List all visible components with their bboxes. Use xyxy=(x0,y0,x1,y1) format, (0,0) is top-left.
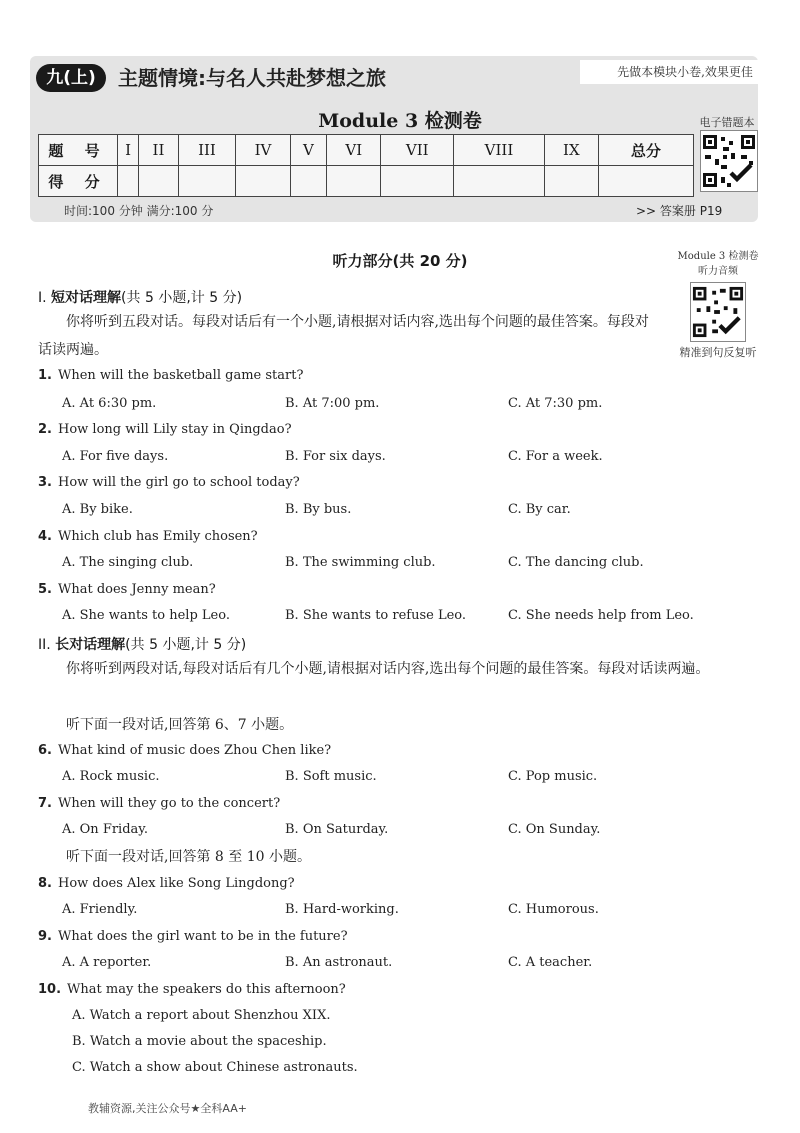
question-2 xyxy=(38,422,292,437)
col-5: V xyxy=(290,135,326,166)
score-cell xyxy=(178,166,236,197)
ebook-label: 电子错题本 xyxy=(699,116,755,129)
question-number: 2. xyxy=(38,422,52,437)
q7-option-b: B. On Saturday. xyxy=(285,822,389,837)
part1-heading xyxy=(38,287,242,307)
part2-instruction: 你将听到两段对话,每段对话后有几个小题,请根据对话内容,选出每个问题的最佳答案。每段对话读两遍。 xyxy=(66,661,710,677)
question-3 xyxy=(38,475,300,490)
q3-option-a: A. By bike. xyxy=(62,502,133,517)
q1-option-c: C. At 7:30 pm. xyxy=(508,396,603,411)
listening-qr-caption: 精准到句反复听 xyxy=(679,346,757,359)
question-number: 7. xyxy=(38,796,52,811)
col-7: VII xyxy=(381,135,454,166)
q8-option-c: C. Humorous. xyxy=(508,902,599,917)
score-cell xyxy=(118,166,139,197)
tagline: 先做本模块小卷,效果更佳 xyxy=(580,60,790,84)
question-number: 8. xyxy=(38,876,52,891)
question-text: What does Jenny mean? xyxy=(57,582,216,597)
score-cell xyxy=(598,166,693,197)
part1-instruction: 你将听到五段对话。每段对话后有一个小题,请根据对话内容,选出每个问题的最佳答案。每段对话读两遍。 xyxy=(38,314,649,358)
q1-option-a: A. At 6:30 pm. xyxy=(62,396,157,411)
question-text: What kind of music does Zhou Chen like? xyxy=(57,743,332,758)
question-number: 9. xyxy=(38,929,52,944)
answer-reference: >> 答案册 P19 xyxy=(636,204,723,218)
qr-graphic xyxy=(691,283,745,341)
q3-option-b: B. By bus. xyxy=(285,502,352,517)
question-number: 10. xyxy=(38,982,62,997)
section-title: 听力部分(共 20 分) xyxy=(332,252,468,270)
listening-qr-label xyxy=(668,249,768,279)
col-3: III xyxy=(178,135,236,166)
listening-qr-code-icon[interactable] xyxy=(690,282,746,342)
q9-option-b: B. An astronaut. xyxy=(285,955,393,970)
question-number: 1. xyxy=(38,368,52,383)
score-cell xyxy=(327,166,381,197)
question-text: How will the girl go to school today? xyxy=(57,475,300,490)
score-cell xyxy=(236,166,290,197)
row-label-question-no: 题 号 xyxy=(39,135,118,166)
q6-option-c: C. Pop music. xyxy=(508,769,598,784)
q8-option-b: B. Hard-working. xyxy=(285,902,399,917)
part2-heading xyxy=(38,634,246,654)
question-text: How long will Lily stay in Qingdao? xyxy=(57,422,292,437)
question-5 xyxy=(38,582,216,597)
score-table xyxy=(38,134,694,197)
score-table-header-row xyxy=(39,135,694,166)
q6-option-a: A. Rock music. xyxy=(62,769,160,784)
q2-option-b: B. For six days. xyxy=(285,449,386,464)
question-text: What does the girl want to be in the future? xyxy=(57,929,348,944)
q5-option-c: C. She needs help from Leo. xyxy=(508,608,694,623)
score-cell xyxy=(381,166,454,197)
topic-title: 主题情境:与名人共赴梦想之旅 xyxy=(118,66,386,90)
part2-number: II. xyxy=(38,637,51,653)
q5-option-a: A. She wants to help Leo. xyxy=(62,608,230,623)
question-8 xyxy=(38,876,295,891)
score-cell xyxy=(290,166,326,197)
part1-title: 短对话理解 xyxy=(51,290,122,306)
q4-option-b: B. The swimming club. xyxy=(285,555,436,570)
q7-option-a: A. On Friday. xyxy=(62,822,149,837)
col-8: VIII xyxy=(454,135,545,166)
question-text: When will the basketball game start? xyxy=(57,368,304,383)
col-4: IV xyxy=(236,135,290,166)
question-number: 5. xyxy=(38,582,52,597)
q10-option-a: A. Watch a report about Shenzhou XIX. xyxy=(72,1008,331,1023)
qr-graphic xyxy=(701,131,757,191)
col-2: II xyxy=(139,135,178,166)
question-7 xyxy=(38,796,280,811)
q2-option-c: C. For a week. xyxy=(508,449,603,464)
score-cell xyxy=(454,166,545,197)
part2-note-8-10: 听下面一段对话,回答第 8 至 10 小题。 xyxy=(66,849,311,865)
score-cell xyxy=(139,166,178,197)
part2-note-6-7: 听下面一段对话,回答第 6、7 小题。 xyxy=(66,717,294,733)
question-number: 4. xyxy=(38,529,52,544)
q10-option-b: B. Watch a movie about the spaceship. xyxy=(72,1034,327,1049)
listening-qr-label-line1: Module 3 检测卷 xyxy=(677,251,759,262)
col-6: VI xyxy=(327,135,381,166)
score-table-score-row xyxy=(39,166,694,197)
q2-option-a: A. For five days. xyxy=(62,449,169,464)
part2-title: 长对话理解 xyxy=(55,637,126,653)
row-label-score: 得 分 xyxy=(39,166,118,197)
q10-option-c: C. Watch a show about Chinese astronauts. xyxy=(72,1060,358,1075)
q5-option-b: B. She wants to refuse Leo. xyxy=(285,608,467,623)
question-6 xyxy=(38,743,331,758)
q1-option-b: B. At 7:00 pm. xyxy=(285,396,380,411)
col-1: I xyxy=(118,135,139,166)
listening-qr-label-line2: 听力音频 xyxy=(698,266,738,277)
part1-number: I. xyxy=(38,290,47,306)
question-number: 3. xyxy=(38,475,52,490)
q8-option-a: A. Friendly. xyxy=(62,902,138,917)
module-title: Module 3 检测卷 xyxy=(318,110,482,132)
question-text: When will they go to the concert? xyxy=(57,796,281,811)
question-10 xyxy=(38,982,346,997)
q9-option-a: A. A reporter. xyxy=(62,955,152,970)
q4-option-a: A. The singing club. xyxy=(62,555,194,570)
col-total: 总分 xyxy=(598,135,693,166)
part2-points: (共 5 小题,计 5 分) xyxy=(125,637,247,653)
question-9 xyxy=(38,929,348,944)
question-4 xyxy=(38,529,258,544)
grade-badge: 九(上) xyxy=(36,64,106,92)
question-1 xyxy=(38,368,303,383)
q6-option-b: B. Soft music. xyxy=(285,769,377,784)
question-text: How does Alex like Song Lingdong? xyxy=(57,876,295,891)
q7-option-c: C. On Sunday. xyxy=(508,822,601,837)
question-text: What may the speakers do this afternoon? xyxy=(67,982,346,997)
question-text: Which club has Emily chosen? xyxy=(57,529,258,544)
score-cell xyxy=(544,166,598,197)
time-and-score-info: 时间:100 分钟 满分:100 分 xyxy=(64,204,214,218)
col-9: IX xyxy=(544,135,598,166)
q9-option-c: C. A teacher. xyxy=(508,955,593,970)
q4-option-c: C. The dancing club. xyxy=(508,555,644,570)
q3-option-c: C. By car. xyxy=(508,502,571,517)
question-number: 6. xyxy=(38,743,52,758)
ebook-qr-code-icon[interactable] xyxy=(700,130,758,192)
footer-note: 教辅资源,关注公众号★全科AA+ xyxy=(88,1102,247,1115)
part1-points: (共 5 小题,计 5 分) xyxy=(121,290,243,306)
